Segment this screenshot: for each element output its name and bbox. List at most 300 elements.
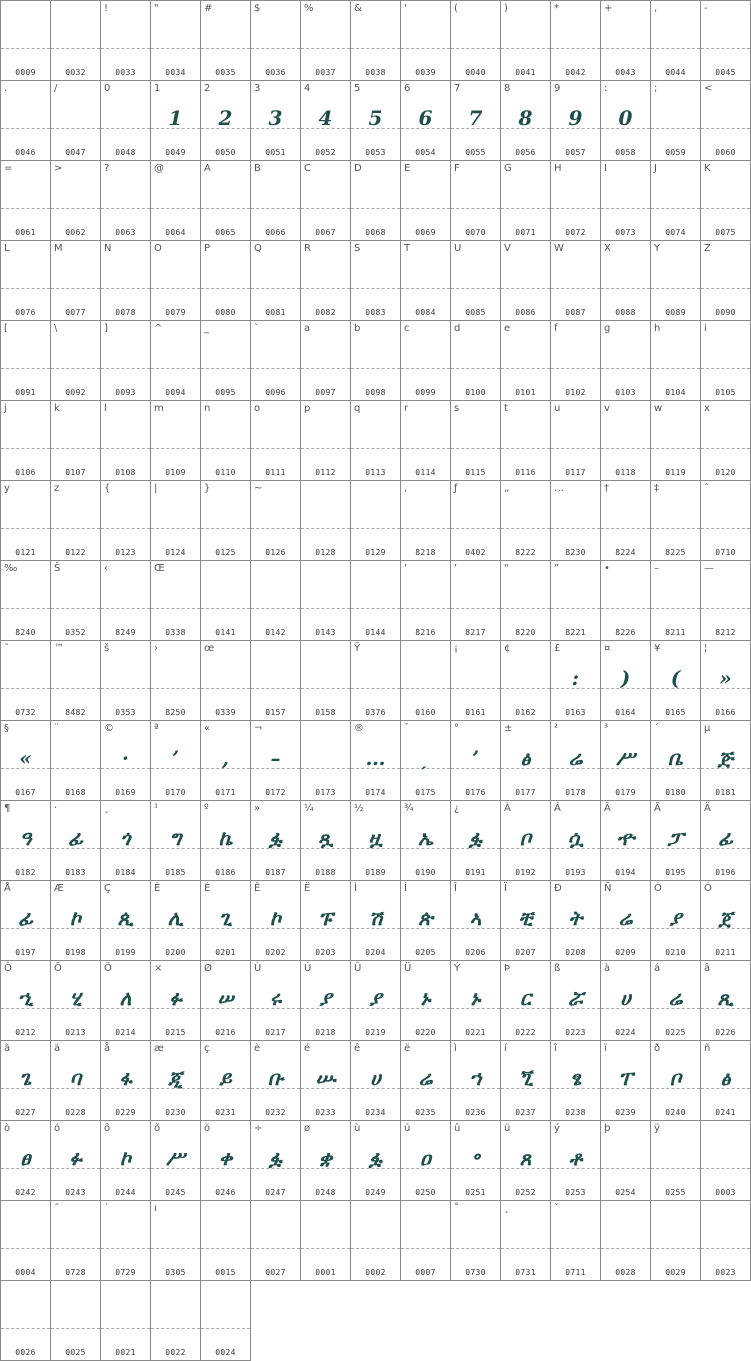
character-code: 0209 [615,948,636,957]
baseline-guide [1,1248,50,1249]
baseline-guide [51,48,100,49]
baseline-guide [351,688,400,689]
font-glyph: ይ [219,1066,232,1090]
reference-character: Q [254,243,262,254]
character-code: 0171 [215,788,236,797]
glyph-cell [500,1040,550,1120]
reference-character: ½ [354,803,364,814]
baseline-guide [251,528,300,529]
baseline-guide [301,48,350,49]
character-code: 0202 [265,948,286,957]
font-glyph: ኮ [119,1146,132,1170]
character-code: 0251 [465,1188,486,1197]
character-code: 0164 [615,708,636,717]
baseline-guide [151,688,200,689]
character-code: 0093 [115,388,136,397]
character-code: 0092 [65,388,86,397]
character-code: 0730 [465,1268,486,1277]
character-code: 0189 [365,868,386,877]
font-glyph: ያ [369,986,382,1010]
reference-character: ² [554,723,559,734]
reference-character: ¨ [54,723,59,734]
character-code: 0215 [165,1028,186,1037]
reference-character: ß [554,963,561,974]
font-glyph: ር [519,986,532,1010]
reference-character: g [604,323,611,334]
glyph-cell [650,160,700,240]
character-code: 0160 [415,708,436,717]
character-code: 0081 [265,308,286,317]
font-glyph: ) [620,666,631,690]
glyph-cell [700,880,751,960]
font-glyph: ሥ [166,1146,185,1170]
font-glyph: ፑ [318,906,333,930]
glyph-cell [700,1120,751,1200]
font-glyph: ፋ [119,1066,132,1090]
character-code: 0711 [565,1268,586,1277]
glyph-cell [350,640,400,720]
glyph-cell [100,1280,150,1361]
reference-character: \ [54,323,58,334]
baseline-guide [51,448,100,449]
glyph-cell [0,0,50,80]
glyph-cell [50,640,100,720]
reference-character: 5 [354,83,361,94]
baseline-guide [51,688,100,689]
reference-character: c [404,323,410,334]
reference-character: S [354,243,361,254]
character-code: 0185 [165,868,186,877]
reference-character: ¾ [404,803,414,814]
reference-character: = [4,163,13,174]
glyph-cell [400,720,450,800]
baseline-guide [251,608,300,609]
reference-character: ¸ [104,803,109,814]
reference-character: , [654,3,658,14]
character-code: 0232 [265,1108,286,1117]
glyph-cell [150,1040,200,1120]
character-code: 0191 [465,868,486,877]
character-code: 0058 [615,148,636,157]
reference-character: š [104,643,110,654]
character-code: 0187 [265,868,286,877]
reference-character: ¶ [4,803,11,814]
character-code: 8218 [415,548,436,557]
glyph-cell [550,400,600,480]
glyph-cell [400,1040,450,1120]
baseline-guide [351,208,400,209]
character-code: 8216 [415,628,436,637]
glyph-cell [300,640,350,720]
baseline-guide [301,288,350,289]
reference-character: } [204,483,211,494]
reference-character: ÷ [254,1123,263,1134]
character-code: 0068 [365,228,386,237]
reference-character: Ã [654,803,661,814]
font-glyph: ሡ [315,1066,336,1090]
reference-character: í [504,1043,507,1054]
character-code: 0255 [665,1188,686,1197]
font-glyph: ʼ [172,746,179,770]
character-code: 0104 [665,388,686,397]
glyph-cell [650,320,700,400]
glyph-cell [100,0,150,80]
glyph-cell [150,1120,200,1200]
glyph-cell [250,480,300,560]
character-code: 0115 [465,468,486,477]
baseline-guide [1,208,50,209]
baseline-guide [151,528,200,529]
glyph-cell [250,1040,300,1120]
character-code: 0074 [665,228,686,237]
glyph-cell [0,320,50,400]
character-code: 0217 [265,1028,286,1037]
character-code: 0163 [565,708,586,717]
character-code: 0021 [115,1348,136,1357]
baseline-guide [351,288,400,289]
glyph-cell [250,1120,300,1200]
reference-character: ‚ [404,483,408,494]
character-code: 0218 [315,1028,336,1037]
glyph-cell [100,80,150,160]
character-code: 0230 [165,1108,186,1117]
baseline-guide [601,1168,650,1169]
character-code: 0072 [565,228,586,237]
character-code: 0078 [115,308,136,317]
character-code: 0732 [15,708,36,717]
character-code: 0035 [215,68,236,77]
glyph-cell [350,160,400,240]
character-code: 0204 [365,948,386,957]
character-code: 0221 [465,1028,486,1037]
reference-character: Ï [504,883,507,894]
baseline-guide [701,1168,750,1169]
baseline-guide [101,128,150,129]
baseline-guide [501,48,550,49]
reference-character: | [154,483,158,494]
character-code: 0225 [665,1028,686,1037]
font-glyph: ያ [319,986,332,1010]
character-code: 0157 [265,708,286,717]
character-code: 0112 [315,468,336,477]
reference-character: b [354,323,361,334]
character-code: 8250 [165,708,186,717]
baseline-guide [451,528,500,529]
glyph-cell [600,480,650,560]
glyph-cell [500,80,550,160]
reference-character: f [554,323,558,334]
character-code: 0025 [65,1348,86,1357]
character-code: 0175 [415,788,436,797]
character-code: 0125 [215,548,236,557]
reference-character: ï [604,1043,607,1054]
baseline-guide [1,448,50,449]
glyph-cell [700,1040,751,1120]
reference-character: Î [454,883,457,894]
character-code: 0075 [715,228,736,237]
reference-character: [ [4,323,8,334]
reference-character: ˛ [504,1203,509,1214]
character-code: 0234 [365,1108,386,1117]
character-code: 0048 [115,148,136,157]
font-glyph: ፄ [570,1066,581,1090]
reference-character: ¬ [254,723,263,734]
reference-character: / [54,83,58,94]
baseline-guide [1,48,50,49]
glyph-cell [500,160,550,240]
reference-character: q [354,403,361,414]
glyph-cell [700,720,751,800]
reference-character: ª [154,723,159,734]
reference-character: É [204,883,211,894]
reference-character: _ [204,323,209,334]
baseline-guide [651,608,700,609]
character-code: 0041 [515,68,536,77]
baseline-guide [401,1248,450,1249]
character-code: 0177 [515,788,536,797]
character-code: 8225 [665,548,686,557]
baseline-guide [301,528,350,529]
glyph-cell [500,720,550,800]
reference-character: Û [354,963,362,974]
glyph-cell [300,960,350,1040]
baseline-guide [1,128,50,129]
reference-character: × [154,963,163,974]
font-glyph: 0 [618,106,633,130]
glyph-cell [350,880,400,960]
glyph-cell [100,960,150,1040]
glyph-cell [450,960,500,1040]
baseline-guide [251,48,300,49]
reference-character: § [4,723,9,734]
glyph-cell [0,1040,50,1120]
glyph-cell [350,1040,400,1120]
character-code: 0352 [65,628,86,637]
baseline-guide [551,288,600,289]
baseline-guide [501,368,550,369]
font-glyph: ዓ [19,826,32,850]
glyph-cell [50,1200,100,1280]
character-code: 0046 [15,148,36,157]
character-code: 0213 [65,1028,86,1037]
baseline-guide [501,288,550,289]
reference-character: e [504,323,511,334]
glyph-cell [250,0,300,80]
character-code: 0193 [565,868,586,877]
reference-character: Ô [4,963,12,974]
glyph-cell [650,240,700,320]
glyph-cell [500,400,550,480]
glyph-cell [200,400,250,480]
glyph-cell [500,560,550,640]
reference-character: „ [504,483,510,494]
character-code: 0079 [165,308,186,317]
baseline-guide [401,208,450,209]
character-code: 0197 [15,948,36,957]
glyph-cell [500,1200,550,1281]
character-code: 0203 [315,948,336,957]
baseline-guide [301,608,350,609]
font-glyph: » [719,666,732,690]
character-code: 0231 [215,1108,236,1117]
glyph-cell [650,1040,700,1120]
reference-character: ú [404,1123,411,1134]
character-code: 0208 [565,948,586,957]
character-code: 0053 [365,148,386,157]
character-code: 0199 [115,948,136,957]
font-glyph: : [571,666,580,690]
glyph-cell [550,1040,600,1120]
glyph-cell [550,160,600,240]
character-code: 0176 [465,788,486,797]
glyph-cell [250,640,300,720]
character-code: 0069 [415,228,436,237]
font-glyph: 9 [568,106,583,130]
baseline-guide [251,368,300,369]
glyph-cell [650,560,700,640]
font-glyph: ፓ [667,826,684,850]
glyph-cell [50,560,100,640]
glyph-cell [350,720,400,800]
character-code: 0024 [215,1348,236,1357]
baseline-guide [201,688,250,689]
reference-character: v [604,403,610,414]
character-code: 0002 [365,1268,386,1277]
character-code: 0196 [715,868,736,877]
glyph-cell [400,400,450,480]
glyph-cell [650,800,700,880]
character-code: 0158 [315,708,336,717]
font-glyph: 5 [368,106,383,130]
glyph-cell [650,640,700,720]
reference-character: @ [154,163,164,174]
baseline-guide [451,448,500,449]
character-code: 0084 [415,308,436,317]
character-code: 0182 [15,868,36,877]
glyph-cell [550,720,600,800]
character-code: 0216 [215,1028,236,1037]
character-code: 0173 [315,788,336,797]
glyph-cell [300,0,350,80]
baseline-guide [1,528,50,529]
baseline-guide [51,1248,100,1249]
reference-character: i [704,323,707,334]
font-glyph: ሩ [269,986,282,1010]
glyph-cell [100,240,150,320]
font-glyph: ሀ [620,986,631,1010]
glyph-cell [450,640,500,720]
glyph-cell [50,880,100,960]
baseline-guide [401,288,450,289]
reference-character: 4 [304,83,311,94]
font-glyph: ጸ [519,1146,532,1170]
reference-character: ƒ [454,483,458,494]
character-code: 0119 [665,468,686,477]
glyph-cell [400,80,450,160]
character-code: 0253 [565,1188,586,1197]
glyph-cell [650,880,700,960]
reference-character: U [454,243,462,254]
character-code: 0169 [115,788,136,797]
reference-character: ø [304,1123,311,1134]
font-glyph: ግ [169,826,182,850]
character-code: 8220 [515,628,536,637]
glyph-cell [200,0,250,80]
character-code: 0050 [215,148,236,157]
character-code: 0062 [65,228,86,237]
baseline-guide [101,368,150,369]
glyph-cell [600,880,650,960]
glyph-cell [0,960,50,1040]
font-glyph: ኮ [269,906,282,930]
baseline-guide [401,48,450,49]
glyph-cell [600,160,650,240]
character-code: 0205 [415,948,436,957]
glyph-cell [400,240,450,320]
glyph-cell [500,800,550,880]
reference-character: ™ [54,643,64,654]
font-glyph: ፉ [69,1146,82,1170]
font-glyph: ኮ [69,906,82,930]
character-code: 0143 [315,628,336,637]
glyph-cell [600,720,650,800]
reference-character: ˜ [4,643,9,654]
baseline-guide [651,448,700,449]
baseline-guide [601,1248,650,1249]
character-code: 0076 [15,308,36,317]
reference-character: « [204,723,211,734]
character-code: 0106 [15,468,36,477]
baseline-guide [151,608,200,609]
glyph-cell [400,640,450,720]
glyph-cell [350,400,400,480]
glyph-cell [350,1120,400,1200]
reference-character: E [404,163,411,174]
reference-character: ‡ [654,483,659,494]
reference-character: • [604,563,610,574]
baseline-guide [701,288,750,289]
baseline-guide [551,368,600,369]
baseline-guide [51,208,100,209]
glyph-cell [450,880,500,960]
reference-character: C [304,163,311,174]
font-glyph: ፉ [169,986,182,1010]
glyph-cell [300,240,350,320]
reference-character: ð [654,1043,661,1054]
reference-character: h [654,323,661,334]
glyph-cell [300,800,350,880]
character-code: 8224 [615,548,636,557]
font-glyph: ሷ [567,826,584,850]
glyph-cell [700,400,751,480]
glyph-cell [550,800,600,880]
character-code: 0200 [165,948,186,957]
baseline-guide [101,528,150,529]
character-code: 0043 [615,68,636,77]
reference-character: ® [354,723,364,734]
glyph-cell [250,800,300,880]
glyph-cell [550,880,600,960]
glyph-cell [450,1120,500,1200]
reference-character: ç [204,1043,210,1054]
reference-character: Ÿ [354,643,361,654]
glyph-cell [500,880,550,960]
reference-character: ± [504,723,513,734]
reference-character: ý [554,1123,560,1134]
font-glyph: ሬ [568,746,583,770]
glyph-cell [500,640,550,720]
baseline-guide [251,448,300,449]
